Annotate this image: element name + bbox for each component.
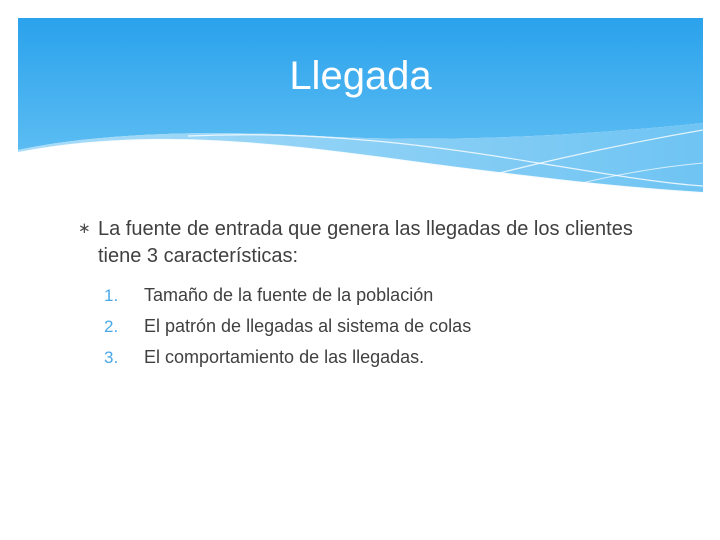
bullet-item [78, 216, 678, 270]
slide-body [78, 216, 678, 373]
list-item [78, 311, 678, 342]
list-number: 1. [104, 286, 119, 305]
list-item-text: El patrón de llegadas al sistema de colas [144, 316, 472, 336]
list-number: 2. [104, 317, 119, 336]
header-banner [18, 18, 703, 203]
header-wave-graphic [18, 18, 703, 203]
list-number: 3. [104, 348, 119, 367]
list-item [78, 342, 678, 373]
list-item-text: Tamaño de la fuente de la población [144, 285, 434, 305]
list-item [78, 280, 678, 311]
numbered-list [78, 280, 678, 373]
slide-title: Llegada [289, 54, 432, 98]
asterisk-bullet-icon: ∗ [78, 220, 91, 237]
list-item-text: El comportamiento de las llegadas. [144, 347, 425, 367]
bullet-text: La fuente de entrada que genera las llegadas de los clientes tiene 3 características: [98, 218, 633, 267]
